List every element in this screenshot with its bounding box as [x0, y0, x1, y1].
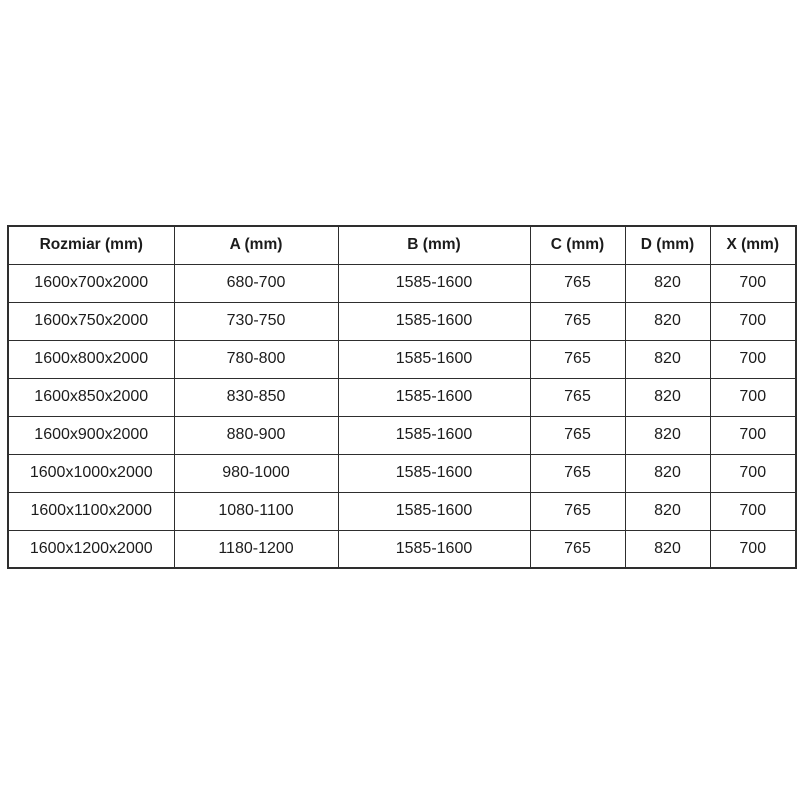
table-row: [8, 264, 796, 302]
cell-a: 730-750: [174, 302, 338, 340]
cell-c: 765: [530, 492, 625, 530]
cell-x: 700: [710, 302, 796, 340]
cell-b: 1585-1600: [338, 416, 530, 454]
column-header-c: C (mm): [530, 226, 625, 264]
cell-rozmiar: 1600x1000x2000: [8, 454, 174, 492]
table-row: [8, 416, 796, 454]
table-row: [8, 492, 796, 530]
cell-c: 765: [530, 340, 625, 378]
cell-x: 700: [710, 530, 796, 568]
column-header-x: X (mm): [710, 226, 796, 264]
column-header-rozmiar: Rozmiar (mm): [8, 226, 174, 264]
cell-a: 1080-1100: [174, 492, 338, 530]
cell-a: 780-800: [174, 340, 338, 378]
cell-a: 1180-1200: [174, 530, 338, 568]
column-header-d: D (mm): [625, 226, 710, 264]
cell-d: 820: [625, 340, 710, 378]
cell-d: 820: [625, 264, 710, 302]
dimensions-table-container: [7, 225, 795, 569]
cell-a: 880-900: [174, 416, 338, 454]
table-row: [8, 530, 796, 568]
dimensions-table: [7, 225, 797, 569]
column-header-b: B (mm): [338, 226, 530, 264]
cell-a: 980-1000: [174, 454, 338, 492]
cell-d: 820: [625, 454, 710, 492]
table-row: [8, 340, 796, 378]
cell-b: 1585-1600: [338, 340, 530, 378]
cell-d: 820: [625, 416, 710, 454]
cell-x: 700: [710, 340, 796, 378]
cell-c: 765: [530, 530, 625, 568]
cell-rozmiar: 1600x800x2000: [8, 340, 174, 378]
cell-x: 700: [710, 492, 796, 530]
header-row: [8, 226, 796, 264]
cell-x: 700: [710, 378, 796, 416]
cell-c: 765: [530, 302, 625, 340]
cell-c: 765: [530, 264, 625, 302]
table-row: [8, 378, 796, 416]
table-row: [8, 454, 796, 492]
cell-rozmiar: 1600x900x2000: [8, 416, 174, 454]
cell-rozmiar: 1600x700x2000: [8, 264, 174, 302]
cell-a: 680-700: [174, 264, 338, 302]
cell-b: 1585-1600: [338, 492, 530, 530]
cell-b: 1585-1600: [338, 378, 530, 416]
cell-b: 1585-1600: [338, 264, 530, 302]
cell-c: 765: [530, 378, 625, 416]
cell-rozmiar: 1600x1100x2000: [8, 492, 174, 530]
cell-x: 700: [710, 264, 796, 302]
cell-b: 1585-1600: [338, 302, 530, 340]
cell-b: 1585-1600: [338, 530, 530, 568]
cell-c: 765: [530, 416, 625, 454]
cell-b: 1585-1600: [338, 454, 530, 492]
cell-d: 820: [625, 378, 710, 416]
cell-rozmiar: 1600x1200x2000: [8, 530, 174, 568]
cell-d: 820: [625, 302, 710, 340]
cell-a: 830-850: [174, 378, 338, 416]
cell-rozmiar: 1600x750x2000: [8, 302, 174, 340]
cell-c: 765: [530, 454, 625, 492]
cell-rozmiar: 1600x850x2000: [8, 378, 174, 416]
cell-x: 700: [710, 454, 796, 492]
cell-d: 820: [625, 492, 710, 530]
table-row: [8, 302, 796, 340]
column-header-a: A (mm): [174, 226, 338, 264]
cell-x: 700: [710, 416, 796, 454]
cell-d: 820: [625, 530, 710, 568]
